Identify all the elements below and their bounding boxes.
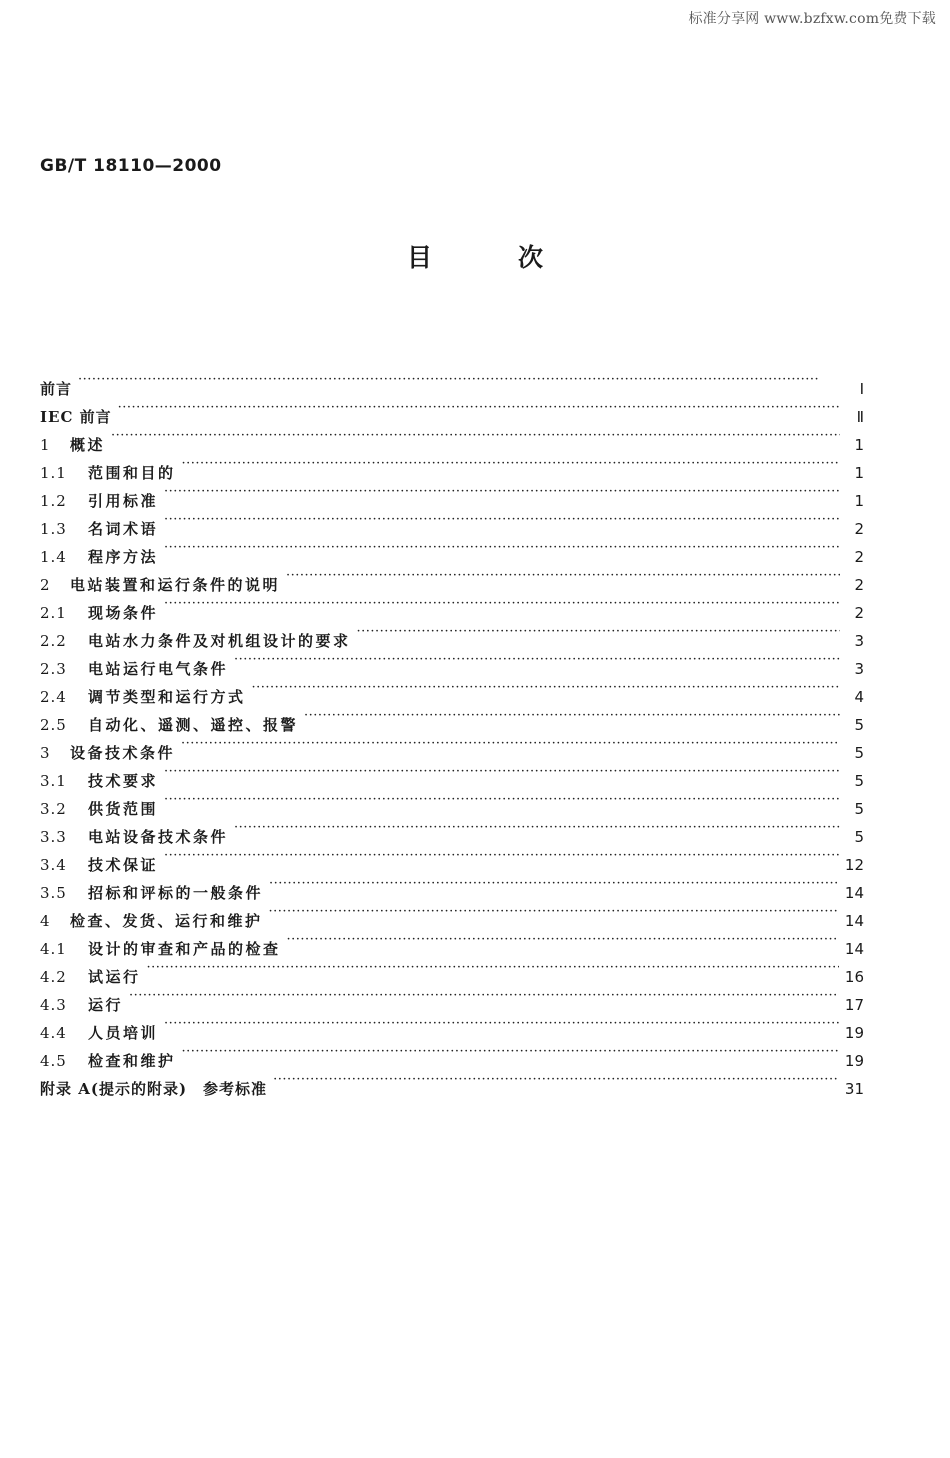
toc-page-number: 2 [854, 576, 864, 594]
toc-row[interactable] [40, 1038, 864, 1070]
toc-leader-dots [181, 730, 840, 758]
toc-leader-dots [234, 814, 840, 842]
toc-number: 4.3 [40, 996, 67, 1014]
toc-page-number: 19 [844, 1052, 864, 1070]
toc-leader-dots [304, 702, 840, 730]
toc-page-number: 3 [854, 660, 864, 678]
toc-label: 检查和维护 [88, 1052, 176, 1070]
toc-row[interactable] [40, 422, 864, 454]
page-title: 目次 [406, 243, 629, 272]
toc-page-number: 3 [854, 632, 864, 650]
toc-leader-dots [164, 786, 840, 814]
toc-page-number: 14 [844, 940, 864, 958]
toc-row[interactable] [40, 534, 864, 566]
toc-label: 名词术语 [88, 520, 159, 538]
toc-number: 1.1 [40, 464, 67, 482]
toc-label: 现场条件 [88, 604, 159, 622]
toc-row[interactable] [40, 394, 864, 426]
toc-number: 4 [40, 912, 51, 930]
toc-label: 人员培训 [88, 1024, 159, 1042]
toc-page-number: 5 [854, 716, 864, 734]
toc-page-number: 31 [844, 1080, 864, 1098]
toc-number: 3.2 [40, 800, 67, 818]
toc-row[interactable] [40, 618, 864, 650]
toc-number: 3.5 [40, 884, 67, 902]
toc-label: 供货范围 [88, 800, 159, 818]
toc-leader-dots [129, 982, 839, 1010]
toc-row[interactable] [40, 814, 864, 846]
toc-page-number: 1 [854, 464, 864, 482]
toc-label: 设计的审查和产品的检查 [88, 940, 281, 958]
toc-label: 范围和目的 [88, 464, 176, 482]
toc-label: 技术要求 [88, 772, 159, 790]
toc-number: 4.4 [40, 1024, 67, 1042]
toc-leader-dots [78, 366, 840, 394]
toc-row[interactable] [40, 450, 864, 482]
toc-page-number: 19 [844, 1024, 864, 1042]
toc-page-number: 5 [854, 800, 864, 818]
toc-number: 4.1 [40, 940, 67, 958]
toc-page-number: 5 [854, 772, 864, 790]
toc-number: 2.1 [40, 604, 67, 622]
toc-leader-dots [182, 1038, 839, 1066]
toc-label: 自动化、遥测、遥控、报警 [88, 716, 299, 734]
toc-page-number: 5 [854, 744, 864, 762]
toc-label: IEC 前言 [40, 408, 112, 426]
toc-row[interactable] [40, 870, 864, 902]
toc-label: 程序方法 [88, 548, 159, 566]
toc-row[interactable] [40, 758, 864, 790]
toc-page-number: 2 [854, 520, 864, 538]
toc-label: 检查、发货、运行和维护 [70, 912, 263, 930]
standard-number: GB/T 18110—2000 [40, 156, 222, 176]
toc-row[interactable] [40, 842, 864, 874]
toc-page-number: Ⅱ [856, 408, 864, 426]
toc-page-number: 14 [844, 884, 864, 902]
toc-row[interactable] [40, 506, 864, 538]
toc-leader-dots [286, 562, 840, 590]
toc-leader-dots [164, 758, 840, 786]
toc-number: 2.4 [40, 688, 67, 706]
toc-leader-dots [269, 898, 839, 926]
toc-label: 引用标准 [88, 492, 159, 510]
toc-leader-dots [118, 394, 840, 422]
toc-leader-dots [357, 618, 840, 646]
toc-page-number: 1 [854, 492, 864, 510]
toc-number: 1.3 [40, 520, 67, 538]
toc-page-number: 12 [844, 856, 864, 874]
toc-row[interactable] [40, 562, 864, 594]
toc-label: 电站运行电气条件 [88, 660, 229, 678]
toc-row[interactable] [40, 954, 864, 986]
watermark-text: 标准分享网 www.bzfxw.com免费下载 [688, 11, 936, 27]
toc-page-number: 4 [854, 688, 864, 706]
toc-leader-dots [111, 422, 840, 450]
toc-label: 概述 [70, 436, 106, 454]
toc-page-number: 1 [854, 436, 864, 454]
toc-page-number: I [859, 380, 864, 398]
toc-leader-dots [269, 870, 839, 898]
toc-page-number: 2 [854, 548, 864, 566]
toc-row[interactable] [40, 1010, 864, 1042]
toc-page-number: 17 [844, 996, 864, 1014]
toc-label: 附录 A(提示的附录) 参考标准 [40, 1080, 268, 1098]
toc-leader-dots [182, 450, 840, 478]
toc-page-number: 14 [844, 912, 864, 930]
toc-number: 1.2 [40, 492, 67, 510]
toc-row[interactable] [40, 366, 864, 398]
toc-leader-dots [164, 590, 840, 618]
toc-leader-dots [164, 842, 839, 870]
toc-label: 调节类型和运行方式 [88, 688, 246, 706]
toc-leader-dots [164, 534, 840, 562]
toc-number: 3 [40, 744, 51, 762]
toc-row[interactable] [40, 478, 864, 510]
toc-number: 3.4 [40, 856, 67, 874]
toc-label: 设备技术条件 [70, 744, 176, 762]
toc-label: 招标和评标的一般条件 [88, 884, 264, 902]
toc-leader-dots [252, 674, 840, 702]
toc-number: 4.2 [40, 968, 67, 986]
toc-row[interactable] [40, 982, 864, 1014]
toc-leader-dots [287, 926, 839, 954]
toc-number: 2.5 [40, 716, 67, 734]
toc-leader-dots [164, 506, 840, 534]
toc-leader-dots [164, 478, 840, 506]
toc-label: 电站水力条件及对机组设计的要求 [88, 632, 351, 650]
toc-label: 运行 [88, 996, 124, 1014]
toc-number: 2.3 [40, 660, 67, 678]
toc-leader-dots [147, 954, 839, 982]
toc-row[interactable] [40, 590, 864, 622]
toc-leader-dots [164, 1010, 839, 1038]
toc-label: 电站设备技术条件 [88, 828, 229, 846]
toc-label: 试运行 [88, 968, 141, 986]
toc-leader-dots [273, 1066, 839, 1094]
toc-label: 电站装置和运行条件的说明 [70, 576, 281, 594]
toc-label: 技术保证 [88, 856, 159, 874]
toc-number: 4.5 [40, 1052, 67, 1070]
toc-label: 前言 [40, 380, 73, 398]
toc-number: 1.4 [40, 548, 67, 566]
toc-number: 2.2 [40, 632, 67, 650]
toc-page-number: 16 [844, 968, 864, 986]
toc-row[interactable] [40, 786, 864, 818]
toc-page-number: 5 [854, 828, 864, 846]
table-of-contents [40, 366, 864, 1098]
toc-number: 3.1 [40, 772, 67, 790]
toc-page-number: 2 [854, 604, 864, 622]
toc-number: 1 [40, 436, 51, 454]
toc-leader-dots [234, 646, 840, 674]
toc-number: 3.3 [40, 828, 67, 846]
toc-number: 2 [40, 576, 51, 594]
